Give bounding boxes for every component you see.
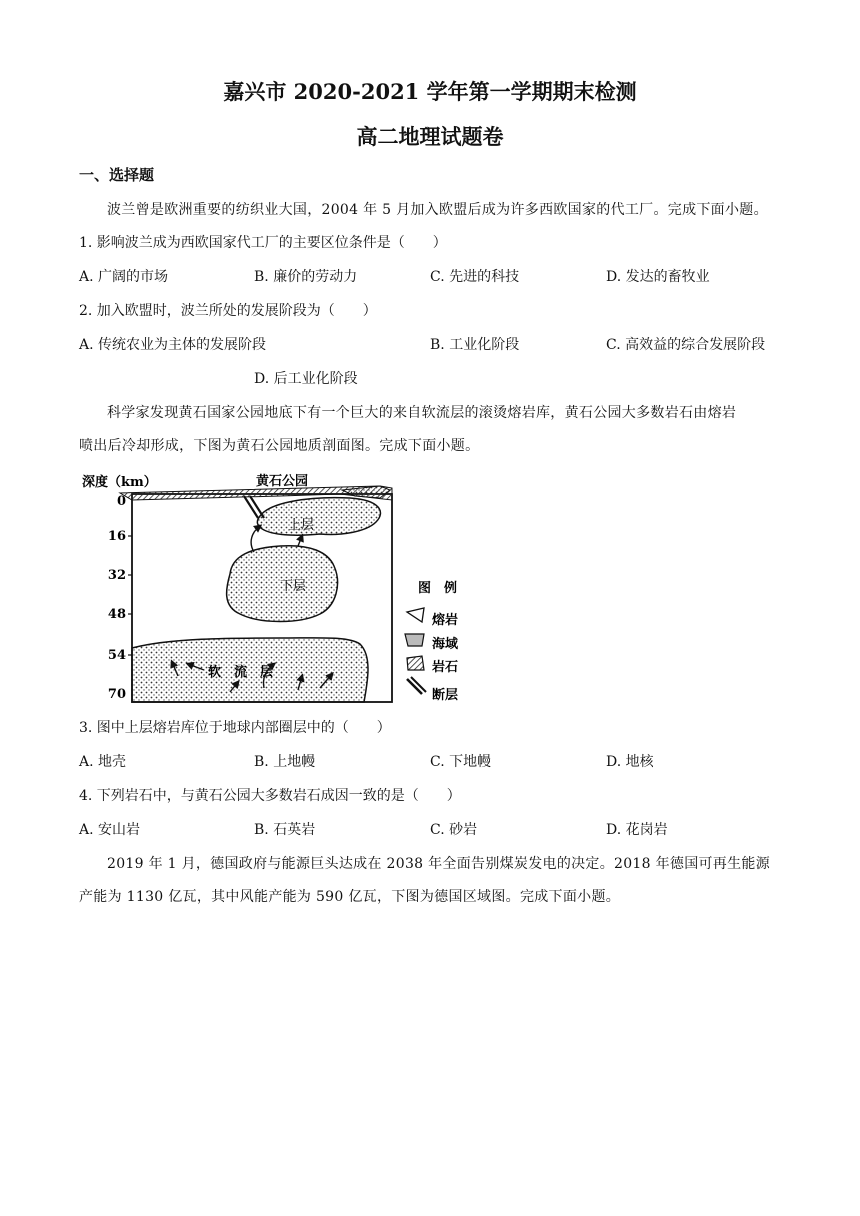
depth-axis-title: 深度（km） [82,475,157,490]
magma-rise-arrow [251,526,260,552]
question-4-option-a: A. 安山岩 [79,822,141,838]
legend-fault-label: 断层 [432,688,459,703]
question-2-option-b: B. 工业化阶段 [430,337,520,353]
geology-cross-section-figure [80,466,480,710]
depth-tick-70: 70 [107,687,126,702]
asthenosphere-label: 软 流 层 [208,665,274,680]
question-1-option-c: C. 先进的科技 [430,269,520,285]
depth-tick-0: 0 [116,494,126,509]
lower-chamber-label: 下层 [280,579,307,594]
park-label: 黄石公园 [256,474,309,489]
question-2-option-a: A. 传统农业为主体的发展阶段 [79,337,267,353]
question-1-option-d: D. 发达的畜牧业 [606,269,710,285]
sea-swatch-icon [405,634,424,646]
magma-rise-arrow [298,536,302,546]
question-3-option-d: D. 地核 [606,754,654,770]
group1-intro: 波兰曾是欧洲重要的纺织业大国，2004 年 5 月加入欧盟后成为许多西欧国家的代工厂。完成下面小题。 [107,202,768,218]
upper-chamber-label: 上层 [288,518,315,533]
depth-tick-16: 16 [107,529,126,544]
question-1-option-b: B. 廉价的劳动力 [254,269,358,285]
group3-intro-line1: 2019 年 1 月，德国政府与能源巨头达成在 2038 年全面告别煤炭发电的决定。2018 年德国可再生能源 [107,856,770,872]
upper-magma-chamber [257,498,380,536]
group3-intro-line2: 产能为 1130 亿瓦，其中风能产能为 590 亿瓦，下图为德国区域图。完成下面小题。 [79,889,621,905]
depth-tick-32: 32 [107,568,126,583]
question-3-option-b: B. 上地幔 [254,754,316,770]
group2-intro-line2: 喷出后冷却形成，下图为黄石公园地质剖面图。完成下面小题。 [79,438,480,454]
question-3-stem: 3. 图中上层熔岩库位于地球内部圈层中的（ ） [79,720,391,736]
legend-title: 图 例 [418,581,458,596]
question-4-option-d: D. 花岗岩 [606,822,668,838]
lava-swatch-icon [407,608,424,622]
page-subtitle: 高二地理试题卷 [356,124,504,149]
question-1-stem: 1. 影响波兰成为西欧国家代工厂的主要区位条件是（ ） [79,235,447,251]
page-title: 嘉兴市 2020-2021 学年第一学期期末检测 [223,79,637,104]
question-2-stem: 2. 加入欧盟时，波兰所处的发展阶段为（ ） [79,303,377,319]
question-4-stem: 4. 下列岩石中，与黄石公园大多数岩石成因一致的是（ ） [79,788,461,804]
depth-tick-54: 54 [107,648,126,663]
legend-rock-label: 岩石 [432,660,459,675]
group2-intro-line1: 科学家发现黄石国家公园地底下有一个巨大的来自软流层的滚烫熔岩库，黄石公园大多数岩石由熔岩 [107,405,737,421]
question-3-option-c: C. 下地幔 [430,754,492,770]
question-4-option-c: C. 砂岩 [430,822,478,838]
question-2-option-d: D. 后工业化阶段 [254,371,358,387]
section-heading: 一、选择题 [79,166,155,184]
depth-tick-48: 48 [107,607,126,622]
question-3-option-a: A. 地壳 [79,754,127,770]
legend-lava-label: 熔岩 [432,613,459,628]
question-1-option-a: A. 广阔的市场 [79,269,169,285]
rock-swatch-icon [407,656,424,670]
legend-sea-label: 海域 [432,637,459,652]
question-2-option-c: C. 高效益的综合发展阶段 [606,337,766,353]
question-4-option-b: B. 石英岩 [254,822,316,838]
